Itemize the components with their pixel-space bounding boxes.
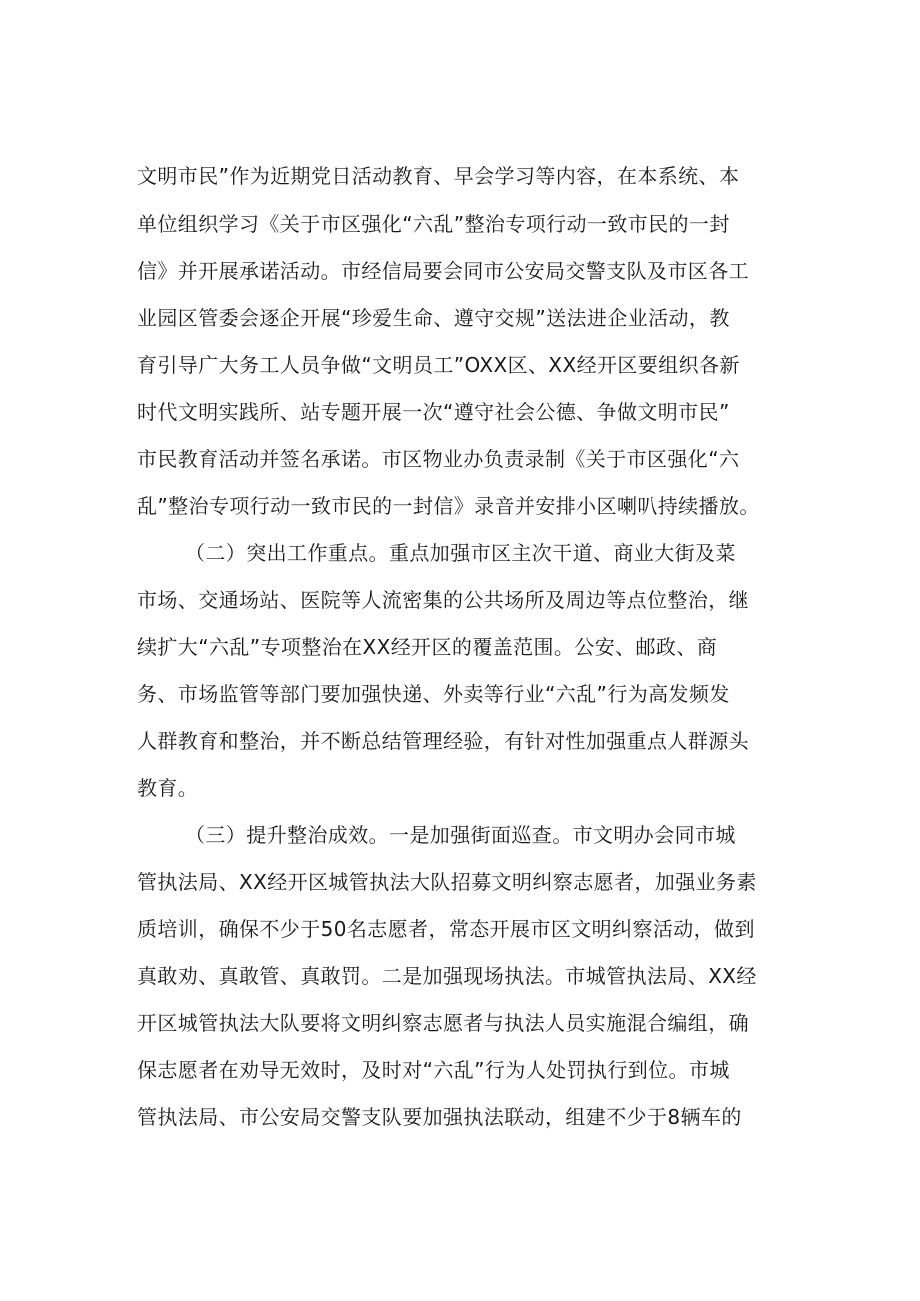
paragraph-line: 人群教育和整治，并不断总结管理经验，有针对性加强重点人群源头 xyxy=(137,729,749,753)
section-heading-line: （三）提升整治成效。一是加强街面巡查。市文明办会同市城 xyxy=(185,823,736,847)
paragraph-line: 单位组织学习《关于市区强化“六乱”整治专项行动一致市民的一封 xyxy=(137,212,730,236)
paragraph-line: 乱”整治专项行动一致市民的一封信》录音并安排小区喇叭持续播放。 xyxy=(137,494,760,518)
paragraph-line: 时代文明实践所、站专题开展一次“遵守社会公德、争做文明市民” xyxy=(137,400,730,424)
paragraph-line: 教育。 xyxy=(137,776,199,800)
paragraph-line: 业园区管委会逐企开展“珍爱生命、遵守交规”送法进企业活动，教 xyxy=(137,306,730,330)
paragraph-line: 管执法局、市公安局交警支队要加强执法联动，组建不少于8辆车的 xyxy=(137,1105,742,1129)
paragraph-line: 真敢劝、真敢管、真敢罚。二是加强现场执法。市城管执法局、XX经 xyxy=(137,964,757,988)
paragraph-line: 续扩大“六乱”专项整治在XX经开区的覆盖范围。公安、邮政、商 xyxy=(137,635,718,659)
paragraph-line: 信》并开展承诺活动。市经信局要会同市公安局交警支队及市区各工 xyxy=(137,259,749,283)
paragraph-line: 文明市民”作为近期党日活动教育、早会学习等内容，在本系统、本 xyxy=(137,164,740,188)
paragraph-line: 开区城管执法大队要将文明纠察志愿者与执法人员实施混合编组，确 xyxy=(137,1011,749,1035)
paragraph-line: 市场、交通场站、医院等人流密集的公共场所及周边等点位整治，继 xyxy=(137,588,749,612)
paragraph-line: 管执法局、XX经开区城管执法大队招募文明纠察志愿者，加强业务素 xyxy=(137,870,757,894)
paragraph-line: 保志愿者在劝导无效时，及时对“六乱”行为人处罚执行到位。市城 xyxy=(137,1058,730,1082)
paragraph-line: 务、市场监管等部门要加强快递、外卖等行业“六乱”行为高发频发 xyxy=(137,682,730,706)
section-heading-line: （二）突出工作重点。重点加强市区主次干道、商业大街及菜 xyxy=(185,541,736,565)
paragraph-line: 质培训，确保不少于50名志愿者，常态开展市区文明纠察活动，做到 xyxy=(137,917,755,941)
paragraph-line: 育引导广大务工人员争做“文明员工”OXX区、XX经开区要组织各新 xyxy=(137,353,740,377)
paragraph-line: 市民教育活动并签名承诺。市区物业办负责录制《关于市区强化“六 xyxy=(137,447,740,471)
